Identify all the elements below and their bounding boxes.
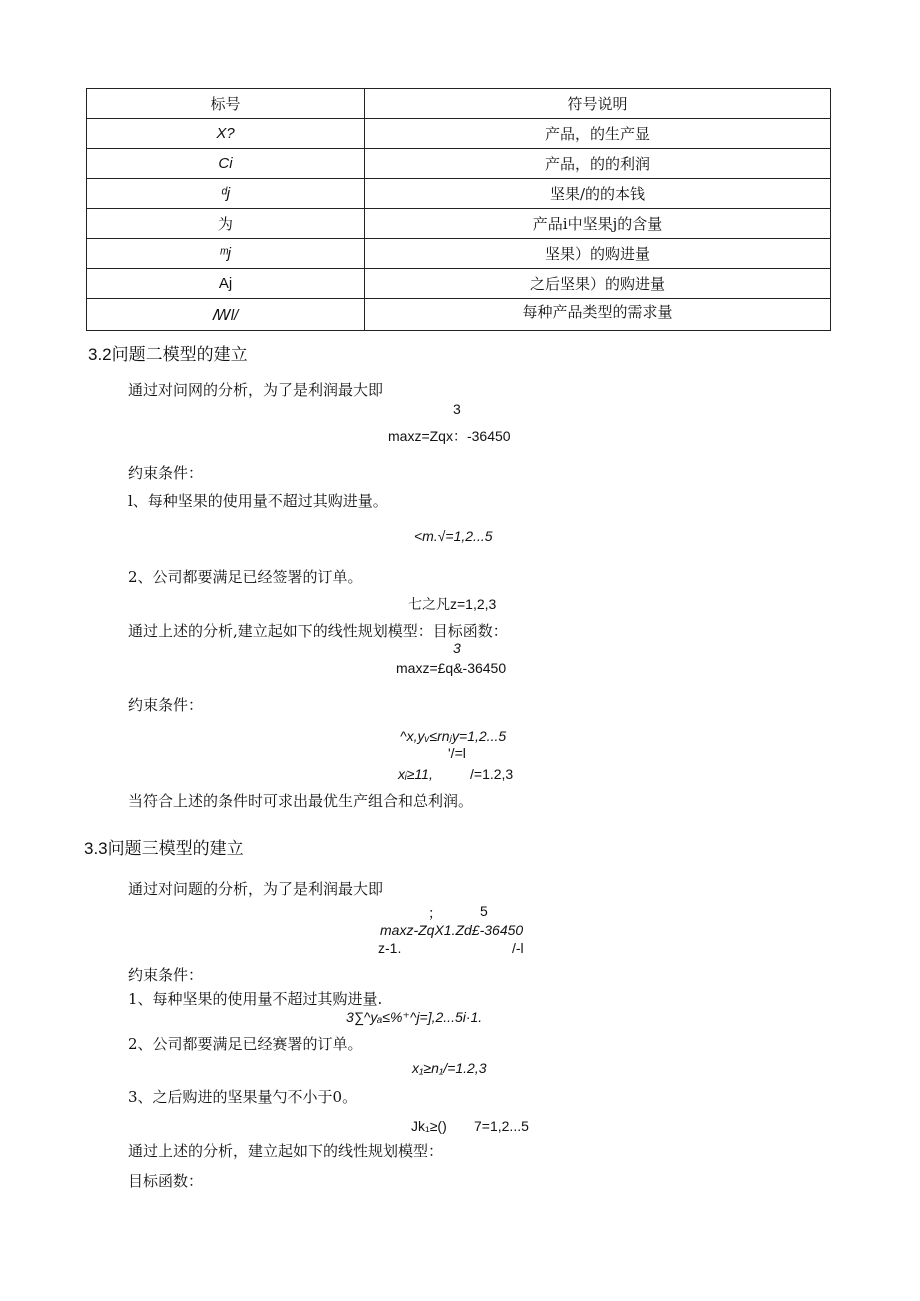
constraint-text: 3、之后购进的坚果量勺不小于0。 bbox=[128, 1088, 358, 1106]
equation-superscript: 3 bbox=[453, 640, 461, 656]
equation-superscript: 3 bbox=[453, 401, 461, 417]
equation-subscript: z-1. bbox=[378, 940, 402, 956]
constraint-equation: 3∑^yₐ≤%⁺^j=],2...5i·1. bbox=[346, 1009, 483, 1025]
objective-equation: maxz-ZqX1.Zd£-36450 bbox=[380, 922, 524, 938]
description-cell: 产品，的生产显 bbox=[365, 119, 831, 149]
paragraph: 通过上述的分析，建立起如下的线性规划模型： bbox=[128, 1142, 444, 1160]
symbol-cell: 为 bbox=[87, 209, 365, 239]
symbol-cell: Aj bbox=[87, 269, 365, 299]
objective-equation: maxz=£q&-36450 bbox=[396, 660, 507, 676]
constraint-equation: Jk₁≥() bbox=[411, 1118, 447, 1134]
constraint-text: 2、公司都要满足已经赛署的订单。 bbox=[128, 1035, 363, 1053]
symbol-cell: Ci bbox=[87, 149, 365, 179]
paragraph: 通过对问题的分析，为了是利润最大即 bbox=[128, 880, 384, 898]
table-row bbox=[87, 239, 831, 269]
model-constraint-equation: xᵢ≥11, bbox=[398, 766, 433, 782]
constraint-equation: 七之凡z=1,2,3 bbox=[408, 596, 497, 612]
equation-superscript: ； bbox=[428, 905, 442, 921]
paragraph: 当符合上述的条件时可求出最优生产组合和总利润。 bbox=[128, 792, 474, 810]
symbol-cell: ᵈj bbox=[87, 179, 365, 209]
table-header-row bbox=[87, 89, 831, 119]
symbol-cell: X? bbox=[87, 119, 365, 149]
constraints-label: 约束条件： bbox=[128, 696, 204, 714]
equation-superscript: 5 bbox=[480, 903, 488, 919]
table-row bbox=[87, 269, 831, 299]
constraint-equation: <m.√=1,2...5 bbox=[414, 528, 493, 544]
constraint-range: 7=1,2...5 bbox=[474, 1118, 529, 1134]
constraint-text: l、每种坚果的使用量不超过其购进量。 bbox=[128, 492, 388, 510]
table-row bbox=[87, 209, 831, 239]
description-cell: 产品，的的利润 bbox=[365, 149, 831, 179]
constraints-label: 约束条件： bbox=[128, 966, 204, 984]
section-heading-3-3: 3.3问题三模型的建立 bbox=[84, 839, 244, 858]
header-description: 符号说明 bbox=[365, 89, 831, 119]
section-heading-3-2: 3.2问题二模型的建立 bbox=[88, 345, 248, 364]
equation-subscript: '/=l bbox=[448, 745, 466, 761]
paragraph: 通过上述的分析,建立起如下的线性规划模型：目标函数： bbox=[128, 622, 508, 640]
objective-label: 目标函数： bbox=[128, 1172, 204, 1190]
equation-subscript: /-l bbox=[512, 940, 524, 956]
constraint-text: 1、每种坚果的使用量不超过其购进量. bbox=[128, 990, 383, 1008]
description-cell: 每种产品类型的需求量 bbox=[365, 299, 831, 331]
description-cell: 坚果）的购进量 bbox=[365, 239, 831, 269]
paragraph: 通过对问网的分析，为了是利润最大即 bbox=[128, 381, 384, 399]
table-row bbox=[87, 299, 831, 331]
model-constraint-equation: ^x,yᵥ≤rnⱼy=1,2...5 bbox=[400, 728, 507, 744]
constraint-equation: x₁≥n₁/=1.2,3 bbox=[412, 1060, 487, 1076]
constraints-label: 约束条件： bbox=[128, 464, 204, 482]
symbol-table bbox=[86, 88, 831, 331]
table-row bbox=[87, 179, 831, 209]
objective-equation: maxz=Zqx：-36450 bbox=[388, 428, 511, 444]
table-row bbox=[87, 149, 831, 179]
description-cell: 产品i中坚果j的含量 bbox=[365, 209, 831, 239]
symbol-cell: ꟿl/ bbox=[87, 299, 365, 331]
symbol-cell: ᵐj bbox=[87, 239, 365, 269]
description-cell: 坚果/的的本钱 bbox=[365, 179, 831, 209]
table-row bbox=[87, 119, 831, 149]
header-symbol: 标号 bbox=[87, 89, 365, 119]
description-cell: 之后坚果）的购进量 bbox=[365, 269, 831, 299]
model-constraint-range: /=1.2,3 bbox=[470, 766, 514, 782]
constraint-text: 2、公司都要满足已经签署的订单。 bbox=[128, 568, 363, 586]
